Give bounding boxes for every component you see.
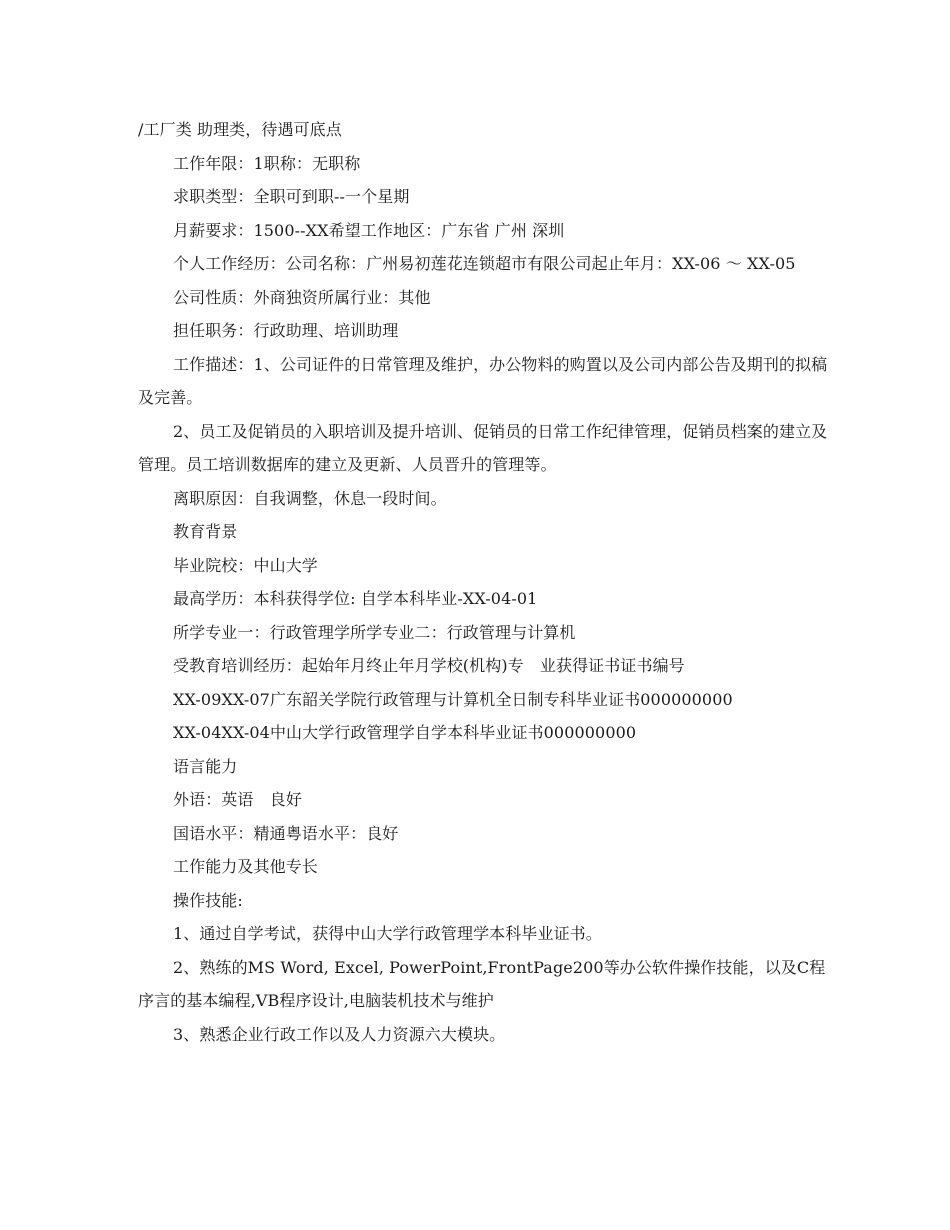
text-line-salary: 月薪要求：1500--XX希望工作地区：广东省 广州 深圳 [173, 220, 565, 240]
text-line-job-description: 工作描述：1、公司证件的日常管理及维护，办公物料的购置以及公司内部公告及期刊的拟稿及完善。 [138, 354, 828, 407]
text-line-training-record-2: XX-04XX-04中山大学行政管理学自学本科毕业证书000000000 [173, 723, 637, 742]
section-heading-language: 语言能力 [173, 756, 238, 776]
text-line-foreign-language: 外语：英语 良好 [173, 790, 302, 809]
text-line-major: 所学专业一：行政管理学所学专业二：行政管理与计算机 [173, 622, 576, 642]
text-line-work-years: 工作年限：1职称：无职称 [173, 153, 361, 173]
text-line-leave-reason: 离职原因：自我调整，休息一段时间。 [173, 488, 447, 508]
text-line-mandarin-level: 国语水平：精通粤语水平：良好 [173, 823, 399, 843]
section-heading-education: 教育背景 [173, 522, 238, 541]
text-line-skill-3: 3、熟悉企业行政工作以及人力资源六大模块。 [173, 1024, 506, 1044]
text-line-operation-skills: 操作技能: [173, 890, 243, 910]
text-line-job-type: 求职类型：全职可到职--一个星期 [173, 187, 410, 206]
section-heading-skills: 工作能力及其他专长 [173, 857, 318, 876]
text-line-skill-1: 1、通过自学考试，获得中山大学行政管理学本科毕业证书。 [173, 924, 602, 943]
text-line-training-header: 受教育培训经历：起始年月终止年月学校(机构)专 业获得证书证书编号 [173, 656, 685, 675]
text-line-position: 担任职务：行政助理、培训助理 [173, 321, 399, 340]
text-line-school: 毕业院校：中山大学 [173, 555, 318, 575]
text-line-skill-2: 2、熟练的MS Word, Excel, PowerPoint,FrontPage200等办公软件操作技能，以及C程序言的基本编程,VB程序设计,电脑装机技术与维护 [138, 957, 826, 1010]
text-line-degree: 最高学历：本科获得学位: 自学本科毕业-XX-04-01 [173, 589, 538, 608]
text-line-job-description-2: 2、员工及促销员的入职培训及提升培训、促销员的日常工作纪律管理，促销员档案的建立及管理。员工培训数据库的建立及更新、人员晋升的管理等。 [138, 421, 828, 474]
text-line-training-record-1: XX-09XX-07广东韶关学院行政管理与计算机全日制专科毕业证书000000000 [173, 689, 733, 709]
text-line-work-experience: 个人工作经历：公司名称：广州易初莲花连锁超市有限公司起止年月：XX-06 ～ XX-05 [173, 254, 796, 273]
document-body [138, 113, 828, 1051]
text-line-job-category: /工厂类 助理类，待遇可底点 [138, 120, 342, 139]
text-line-company-nature: 公司性质：外商独资所属行业：其他 [173, 287, 431, 307]
